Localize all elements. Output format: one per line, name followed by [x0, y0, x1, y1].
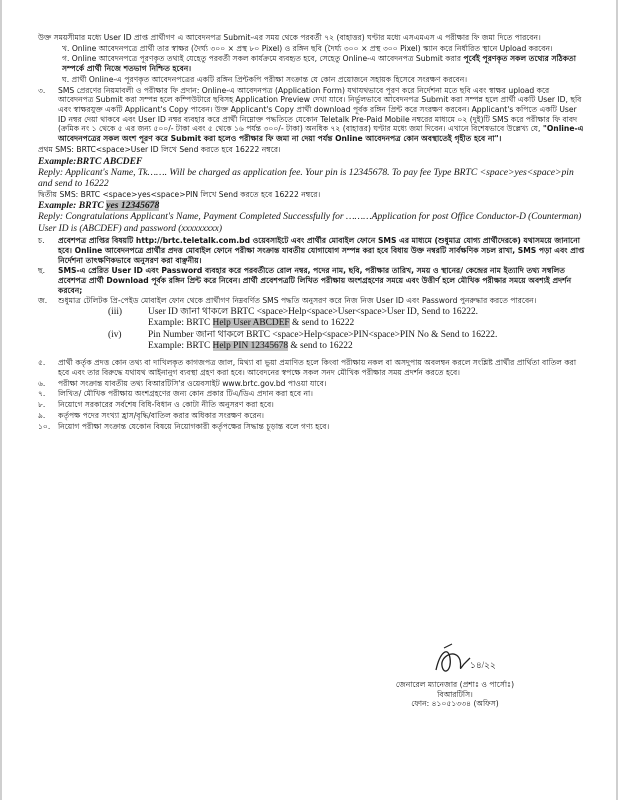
- clause-ja: [38, 296, 586, 306]
- list-item: [38, 400, 586, 410]
- clause-ja-text: শুধুমাত্র টেলিটক প্রি-পেইড মোবাইল ফোন থেকে প্রার্থীগণ নিম্নবর্ণিত SMS পদ্ধতি অনুসরণ করে নিজ নিজ User ID এবং Password পুনরুদ্ধার করতে পারবেন।: [58, 296, 537, 306]
- clause-gha: ঘ. প্রার্থী Online-এ পূরণকৃত আবেদনপত্রের একটি রঙ্গিন প্রিন্টকপি পরীক্ষা সংক্রান্ত যে কোন প্রয়োজনে সহায়ক হিসেবে সংরক্ষণ করবেন।: [62, 74, 468, 84]
- document-body: [38, 32, 586, 432]
- signatory-designation: জেনারেল ম্যানেজার (প্রশাঃ ও পার্সোঃ): [395, 680, 515, 689]
- list-item: [38, 358, 586, 377]
- sms-rules-emphasis: "Online-এ আবেদনপত্রের সকল অংশ পূরণ করে Submit করা হলেও পরীক্ষার ফি জমা না দেয়া পর্যন্ত Online আবেদনপত্র কোন অবস্থাতেই গৃহীত হবে না"।: [58, 124, 584, 144]
- intro-paragraph: উক্ত সময়সীমার মধ্যে User ID প্রাপ্ত প্রার্থীগণ এ আবেদনপত্র Submit-এর সময় থেকে পরবর্তী ৭২ (বাহাত্তর) ঘণ্টার মধ্যে এসএমএস এ পরীক্ষার ফি জমা দিতে পারবেন।: [38, 33, 541, 42]
- recovery-item-iii-label: (iii): [108, 307, 123, 318]
- recovery-iv-example-highlight: Help PIN 12345678: [212, 340, 289, 351]
- recovery-sms-list: [108, 307, 586, 352]
- clause-ja-label: জ.: [38, 296, 48, 306]
- clause-cha: [38, 236, 586, 265]
- scan-left-edge: [0, 0, 2, 800]
- list-item: [38, 389, 586, 399]
- numbered-conditions: [38, 358, 586, 431]
- list-item-number: ৮.: [38, 400, 46, 410]
- reply-2: [38, 211, 586, 235]
- recovery-item-iv: [108, 330, 586, 353]
- reply-1-text: Reply: Applicant's Name, Tk……. Will be charged as application fee. Your pin is 12345678. To pay fee Type: [38, 166, 454, 178]
- list-item-number: ৬.: [38, 378, 46, 388]
- first-sms-instruction: প্রথম SMS: BRTC<space>User ID লিখে Send করতে হবে 16222 নম্বরে।: [38, 144, 281, 154]
- clause-ga: [38, 54, 586, 73]
- list-item-text: নিয়োগে সরকারের সর্বশেষ বিধি-বিধান ও কোটা নীতি অনুসরণ করা হবে।: [58, 400, 274, 410]
- list-item-text: পরীক্ষা সংক্রান্ত যাবতীয় তথ্য বিআরটিসি'র ওয়েবসাইট www.brtc.gov.bd পাওয়া যাবে।: [58, 378, 327, 388]
- recovery-item-iii-line1: User ID জানা থাকলে BRTC <space>Help<space>User<space>User ID, Send to 16222.: [148, 307, 478, 318]
- recovery-item-iv-body: [148, 330, 497, 353]
- clause-cha-label: চ.: [38, 236, 45, 246]
- list-item-number: ৫.: [38, 358, 46, 368]
- recovery-iii-example-prefix: Example: BRTC: [148, 318, 213, 329]
- list-item-number: ১০.: [38, 421, 51, 431]
- recovery-item-iii-body: [148, 307, 478, 330]
- example-2-highlight: yes 12345678: [106, 200, 160, 212]
- reply-2-post: Office Conductor-D (Counterman) User ID is (ABCDEF) and password (xxxxxxxxx): [38, 212, 582, 235]
- list-item: [38, 379, 586, 389]
- clause-cha-text: প্রবেশপত্র প্রাপ্তির বিষয়টি http://brtc.teletalk.com.bd ওয়েবসাইটে এবং প্রার্থীর মোবাইল ফোনে SMS এর মাধ্যমে (শুধুমাত্র যোগ্য প্রার্থীদেরকে) যথাসময়ে জানানো হবে। Online আবেদনপত্রে প্রার্থীর প্রদত্ত মোবাইল ফোনে পরীক্ষা সংক্রান্ত যাবতীয় যোগাযোগ সম্পন্ন করা হবে বিধায় উক্ত নম্বরটি সার্বক্ষণিক সচল রাখা, SMS পড়া এবং প্রাপ্ত নির্দেশনা তাৎক্ষণিকভাবে অনুসরণ করা বাঞ্ছনীয়।: [58, 236, 585, 265]
- recovery-iii-example-suffix: & send to 16222: [289, 318, 355, 329]
- list-item-text: নিয়োগ পরীক্ষা সংক্রান্ত যেকোন বিষয়ে নিয়োগকারী কর্তৃপক্ষের সিদ্ধান্ত চূড়ান্ত বলে গণ্য হবে।: [58, 421, 330, 431]
- list-item-text: প্রার্থী কর্তৃক প্রদত্ত কোন তথ্য বা দাখিলকৃত কাগজপত্র জাল, মিথ্যা বা ভুয়া প্রমাণিত হলে কিংবা পরীক্ষায় নকল বা অসদুপায় অবলম্বন করলে সংশ্লিষ্ট প্রার্থীর প্রার্থিতা বাতিল করা হবে এবং তার বিরুদ্ধে যথাযথ আইনানুগ ব্যবস্থা গ্রহণ করা হবে। আবেদনের স্বপক্ষে সকল সনদ মৌখিক পরীক্ষার সময় প্রদর্শন করতে হবে।: [58, 358, 577, 377]
- recovery-item-iv-line1: Pin Number জানা থাকলে BRTC <space>Help<space>PIN<space>PIN No & Send to 16222.: [148, 329, 498, 340]
- example-2-prefix: Example: BRTC: [38, 200, 107, 212]
- recovery-item-iv-label: (iv): [108, 329, 122, 340]
- list-item-number: ৯.: [38, 410, 46, 420]
- signatory-phone: ফোন: ৪১০৫১৩৩৪ (অফিস): [411, 699, 499, 709]
- clause-chha-label: ছ.: [38, 266, 46, 276]
- recovery-item-iii: [108, 307, 586, 330]
- list-item-text: লিখিত/ মৌখিক পরীক্ষায় অংশগ্রহণের জন্য কোন প্রকার টিএ/ডিএ প্রদান করা হবে না।: [58, 389, 313, 399]
- recovery-iii-example-highlight: Help User ABCDEF: [212, 318, 290, 329]
- signature-flourish: [444, 644, 452, 648]
- reply-1-format: BRTC <space>yes<space>pin and send to 16222: [38, 166, 574, 189]
- list-item-number: ৭.: [38, 389, 46, 399]
- reply-2-text: Reply: Congratulations Applicant's Name, Payment Completed Successfully for ………Application for post: [38, 211, 451, 223]
- sms-section: [38, 86, 586, 144]
- list-item: [38, 422, 586, 432]
- reply-1: [38, 167, 586, 189]
- recovery-iv-example-prefix: Example: BRTC: [148, 340, 213, 351]
- example-2: [38, 200, 586, 211]
- clause-chha: [38, 266, 586, 295]
- list-item-text: কর্তৃপক্ষ পদের সংখ্যা হ্রাস/বৃদ্ধি/বাতিল করার অধিকার সংরক্ষণ করেন।: [58, 410, 264, 420]
- clause-chha-text: SMS-এ প্রেরিত User ID এবং Password ব্যবহার করে পরবর্তীতে রোল নম্বর, পদের নাম, ছবি, পরীক্ষার তারিখ, সময় ও স্থানের/ কেন্দ্রের নাম ইত্যাদি তথ্য সম্বলিত প্রবেশপত্র প্রার্থী Download পূর্বক রঙ্গিন প্রিন্ট করে নিবেন। প্রার্থী প্রবেশপত্রটি লিখিত পরীক্ষায় অংশগ্রহণের সময়ে এবং উত্তীর্ণ হলে মৌখিক পরীক্ষার সময়ে অবশ্যই প্রদর্শন করবেন;: [58, 266, 572, 295]
- signature-stroke: [436, 652, 470, 671]
- signature-block: [355, 680, 555, 709]
- recovery-item-iii-line2: [148, 318, 478, 329]
- sms-section-number: ৩.: [38, 85, 46, 95]
- handwritten-signature: [430, 640, 500, 682]
- example-1: Example:BRTC ABCDEF: [38, 155, 143, 167]
- sms-section-text: [58, 86, 586, 144]
- list-item: [38, 411, 586, 421]
- recovery-iv-example-suffix: & send to 16222: [288, 340, 353, 351]
- signatory-organization: বিআরটিসি।: [437, 689, 473, 699]
- clause-ga-emphasis: পূর্বেই পূরণকৃত সকল তথ্যের সঠিকতা সম্পর্কে প্রার্থী নিজে শতভাগ নিশ্চিত হবেন।: [62, 54, 576, 74]
- second-sms-instruction: দ্বিতীয় SMS: BRTC <space>yes<space>PIN লিখে Send করতে হবে 16222 নম্বরে।: [38, 189, 321, 199]
- recovery-item-iv-line2: [148, 341, 497, 352]
- clause-ga-text: গ. Online আবেদনপত্রে পূরণকৃত তথ্যই যেহেতু পরবর্তী সকল কার্যক্রমে ব্যবহৃত হবে, সেহেতু Online-এ আবেদনপত্র Submit করার: [62, 54, 464, 64]
- signature-date: ১৪/২২: [470, 660, 496, 670]
- sms-rules-text: SMS প্রেরণের নিয়মাবলী ও পরীক্ষার ফি প্রদান: Online-এ আবেদনপত্র (Application Form) যথাযথভাবে পূরণ করে নির্দেশনা মতে ছবি এবং স্বাক্ষর upload করে আবেদনপত্র Submit করা সম্পন্ন হলে কম্পিউটারে ছবিসহ Application Preview দেখা যাবে। নির্ভুলভাবে আবেদনপত্র Submit করা সম্পন্ন হলে প্রার্থী একটি User ID, ছবি এবং স্বাক্ষরযুক্ত একটি Applicant's Copy পাবেন। উক্ত Applicant's Copy প্রার্থী download পূর্বক রঙ্গিন প্রিন্ট করে সংরক্ষণ করবেন। Applicant's কপিতে একটি User ID নম্বর দেয়া থাকবে এবং User ID নম্বর ব্যবহার করে প্রার্থী নিম্নোক্ত পদ্ধতিতে যেকোন Teletalk Pre-Paid Mobile নম্বরের মাধ্যমে ০২ (দুই)টি SMS করে পরীক্ষার ফি বাবদ (ক্রমিক নং ১ থেকে ৫ এর জন্য ৫০০/- টাকা এবং ৫ থেকে ১৬ পর্যন্ত ৩০০/- টাকা) অনধিক ৭২ (বাহাত্তর) ঘণ্টার মধ্যে জমা দিবেন। এখানে বিশেষভাবে উল্লেখ্য যে,: [58, 85, 582, 134]
- clause-kha: খ. Online আবেদনপত্রে প্রার্থী তার স্বাক্ষর (দৈর্ঘ্য ৩০০ × প্রস্থ ৮০ Pixel) ও রঙ্গিন ছবি (দৈর্ঘ্য ৩০০ × প্রস্থ ৩০০ Pixel) স্ক্যান করে নির্ধারিত স্থানে Upload করবেন।: [62, 43, 553, 53]
